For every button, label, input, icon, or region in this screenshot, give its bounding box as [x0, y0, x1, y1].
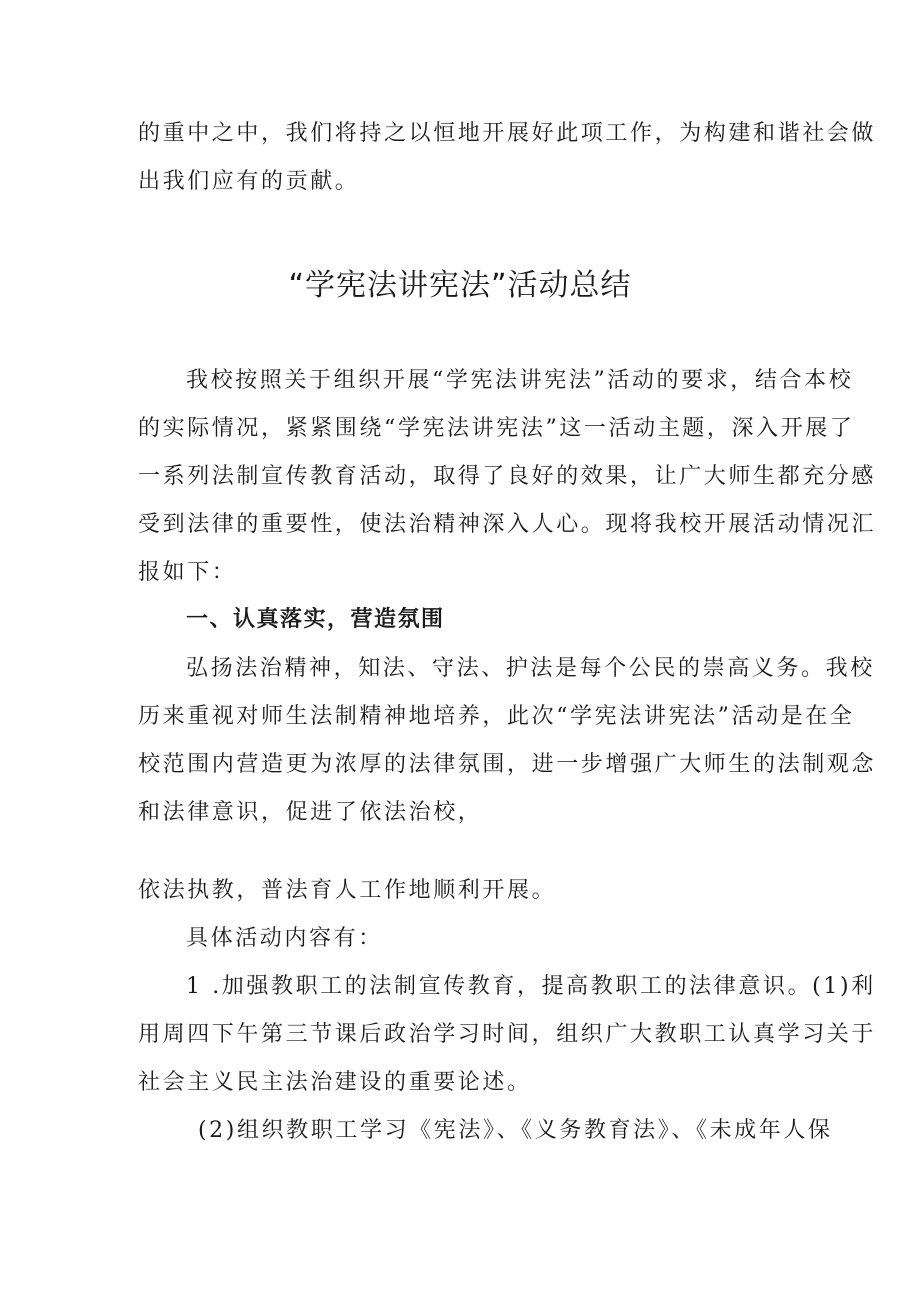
- section-heading: 一、认真落实，营造氛围: [186, 607, 445, 632]
- paragraph-line: 出我们应有的贡献。: [138, 169, 360, 194]
- list-item-line: 用周四下午第三节课后政治学习时间，组织广大教职工认真学习关于: [138, 1022, 877, 1047]
- paragraph-line: 我校按照关于组织开展“学宪法讲宪法”活动的要求，结合本校: [186, 368, 854, 393]
- list-item-line: (2)组织教职工学习《宪法》、《义务教育法》、《未成年人保: [198, 1118, 833, 1143]
- paragraph-line: 一系列法制宣传教育活动，取得了良好的效果，让广大师生都充分感: [138, 464, 877, 489]
- paragraph-line: 和法律意识，促进了依法治校，: [138, 800, 483, 825]
- paragraph-line: 校范围内营造更为浓厚的法律氛围，进一步增强广大师生的法制观念: [138, 752, 877, 777]
- paragraph-line: 的实际情况，紧紧围绕“学宪法讲宪法”这一活动主题，深入开展了: [138, 416, 855, 441]
- paragraph-line: 历来重视对师生法制精神地培养，此次“学宪法讲宪法”活动是在全: [138, 704, 855, 729]
- paragraph-line: 报如下：: [138, 560, 237, 585]
- paragraph-line: 弘扬法治精神，知法、守法、护法是每个公民的崇高义务。我校: [186, 656, 875, 681]
- list-item-line: 1 .加强教职工的法制宣传教育，提高教职工的法律意识。(1)利: [186, 974, 876, 999]
- document-title: “学宪法讲宪法”活动总结: [288, 268, 632, 303]
- paragraph-line: 的重中之中，我们将持之以恒地开展好此项工作，为构建和谐社会做: [138, 121, 877, 146]
- paragraph-line: 受到法律的重要性，使法治精神深入人心。现将我校开展活动情况汇: [138, 512, 877, 537]
- list-item-line: 社会主义民主法治建设的重要论述。: [138, 1070, 532, 1095]
- paragraph-line: 依法执教，普法育人工作地顺利开展。: [138, 878, 557, 903]
- paragraph-line: 具体活动内容有：: [186, 926, 383, 951]
